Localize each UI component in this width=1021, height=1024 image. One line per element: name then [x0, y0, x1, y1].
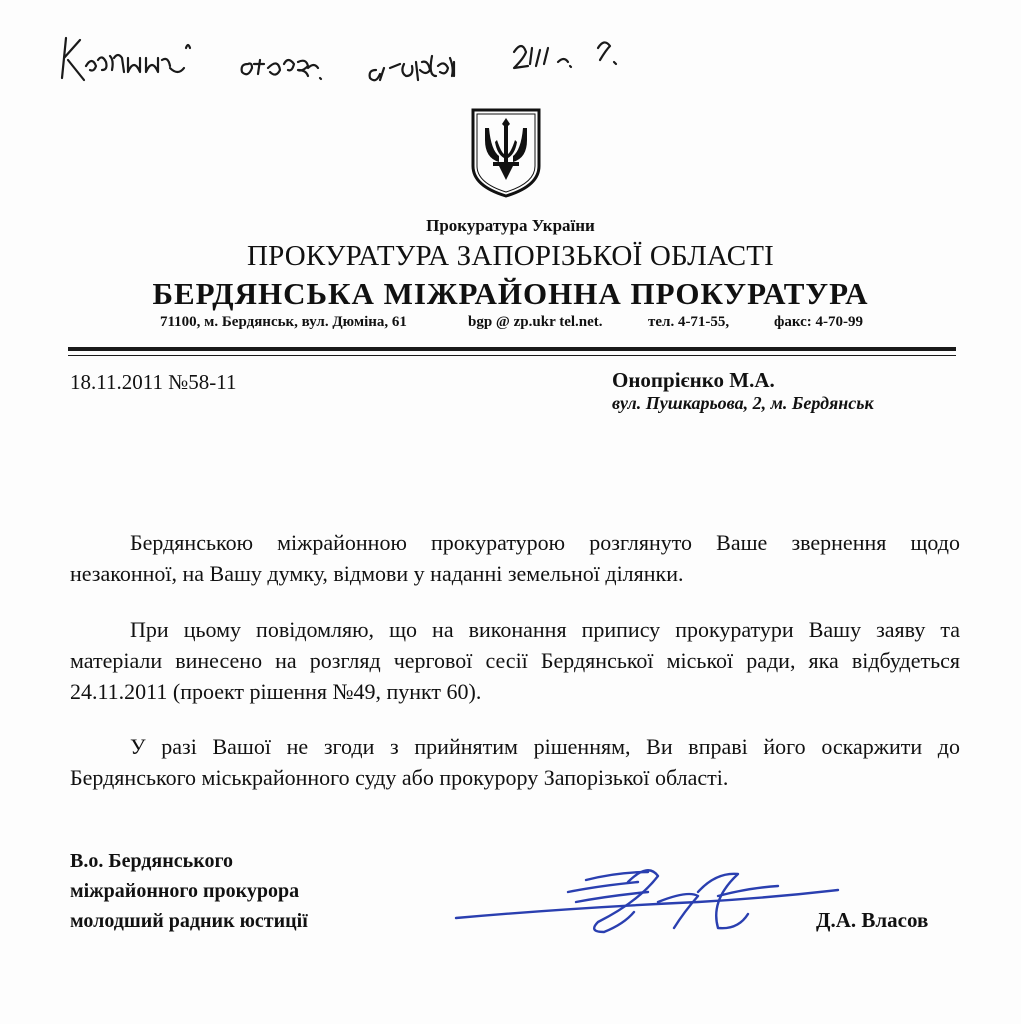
handwritten-note	[58, 18, 678, 88]
recipient-name: Онопрієнко М.А.	[612, 368, 775, 392]
recipient-address: вул. Пушкарьова, 2, м. Бердянськ	[612, 393, 874, 413]
header-divider-thick	[68, 347, 956, 351]
office-email: bgp @ zp.ukr tel.net.	[468, 314, 603, 330]
local-prosecutor-title: БЕРДЯНСЬКА МІЖРАЙОННА ПРОКУРАТУРА	[152, 276, 869, 311]
handwritten-signature	[448, 852, 848, 942]
body-paragraph-2: При цьому повідомляю, що на виконання припису прокуратури Вашу заяву та матеріали винесено на розгляд чергової сесії Бердянської міської ради, яка відбудеться 24.11.2011 (проект рішення №49, пункт 60).	[70, 617, 960, 704]
signatory-title	[70, 846, 308, 936]
tryzub-coat-of-arms-icon	[469, 106, 543, 200]
header-divider-thin	[68, 355, 956, 356]
body-paragraph-1: Бердянською міжрайонною прокуратурою розглянуто Ваше звернення щодо незаконної, на Вашу думку, відмови у наданні земельної ділянки.	[70, 530, 960, 586]
signatory-title-line-2: міжрайонного прокурора	[70, 880, 300, 902]
regional-prosecutor-title: ПРОКУРАТУРА ЗАПОРІЗЬКОЇ ОБЛАСТІ	[246, 240, 775, 272]
signatory-title-line-1: В.о. Бердянського	[70, 850, 234, 872]
office-address: 71100, м. Бердянськ, вул. Дюміна, 61	[160, 314, 407, 330]
document-reference: 18.11.2011 №58-11	[70, 370, 237, 394]
signer-name: Д.А. Власов	[816, 908, 929, 932]
parent-organization: Прокуратура України	[426, 216, 595, 235]
body-paragraph-3: У разі Вашої не згоди з прийнятим рішенням, Ви вправі його оскаржити до Бердянського міськрайонного суду або прокурору Запорізької області.	[70, 734, 960, 790]
handwritten-note-scribble	[58, 18, 678, 88]
office-fax: факс: 4-70-99	[774, 314, 864, 330]
signatory-title-line-3: молодший радник юстиції	[70, 910, 308, 932]
office-phone: тел. 4-71-55,	[648, 314, 730, 330]
